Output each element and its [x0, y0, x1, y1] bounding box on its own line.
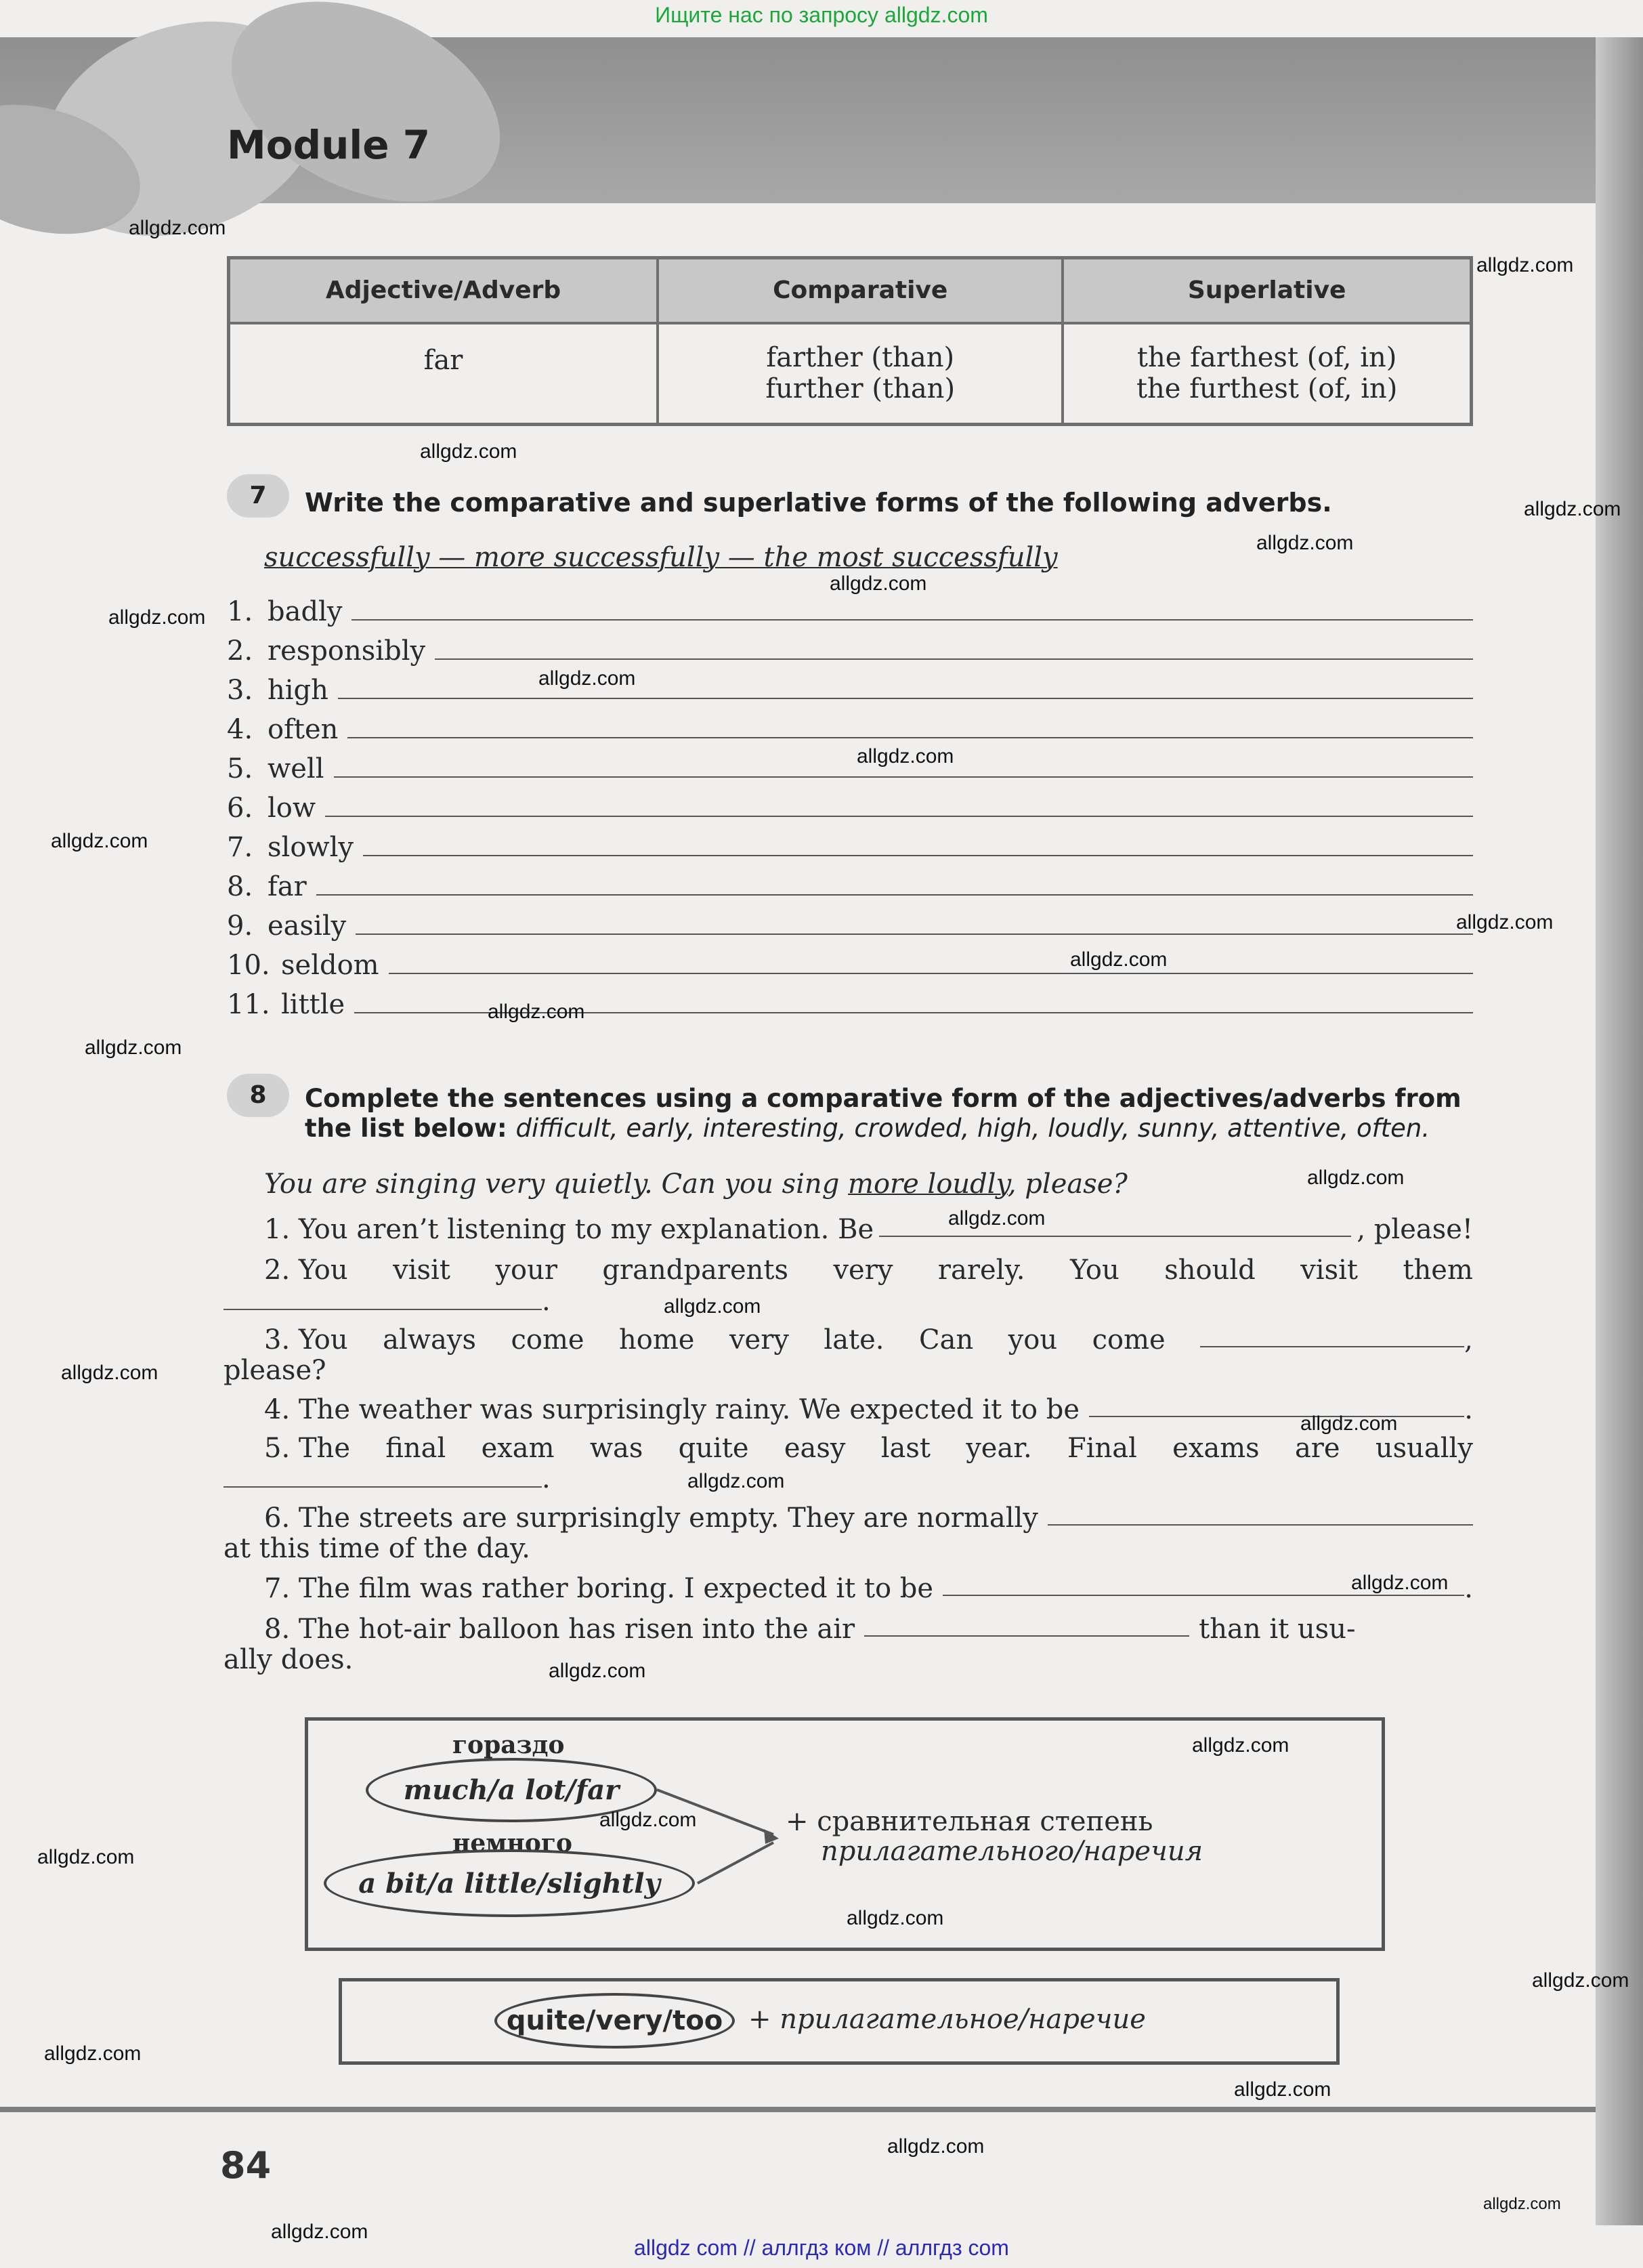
sentence-text: , please!	[1357, 1214, 1473, 1245]
table-cell-superlative	[1063, 323, 1471, 425]
sentence-end: .	[1464, 1573, 1473, 1604]
superlative-form: the farthest (of, in)	[1136, 342, 1397, 374]
word: 5. The	[264, 1433, 350, 1464]
item-word: easily	[268, 910, 347, 942]
superlative-form: the furthest (of, in)	[1136, 373, 1398, 405]
example-text-end: , please?	[1007, 1169, 1128, 1200]
word: rarely.	[937, 1255, 1025, 1286]
word: was	[589, 1433, 643, 1464]
sentence-7	[264, 1573, 1473, 1604]
exercise-instruction: Write the comparative and superlative forms of the following adverbs.	[305, 488, 1332, 518]
item-number: 9.	[227, 910, 253, 942]
answer-line-item[interactable]	[227, 707, 1473, 745]
watermark: allgdz.com	[37, 1846, 135, 1868]
word: them	[1403, 1255, 1473, 1286]
word: easy	[784, 1433, 846, 1464]
word: come	[1092, 1324, 1166, 1356]
arrows-graphic	[650, 1775, 786, 1910]
page-number: 84	[220, 2144, 272, 2187]
word: visit	[393, 1255, 450, 1286]
watermark: allgdz.com	[108, 606, 206, 629]
item-word: high	[268, 675, 328, 706]
base-form: far	[423, 344, 463, 376]
answer-line-item[interactable]	[227, 904, 1473, 942]
sentence-text: 7. The film was rather boring. I expected it to be	[264, 1573, 934, 1604]
answer-line-item[interactable]	[227, 864, 1473, 902]
answer-line-item[interactable]	[227, 629, 1473, 667]
watermark-top: Ищите нас по запросу allgdz.com	[655, 3, 988, 27]
watermark: allgdz.com	[271, 2221, 368, 2243]
grammar-result-line2: прилагательного/наречия	[821, 1836, 1203, 1867]
word: your	[495, 1255, 557, 1286]
word: visit	[1300, 1255, 1358, 1286]
word: 2. You	[264, 1255, 348, 1286]
item-number: 4.	[227, 714, 253, 745]
word: quite	[678, 1433, 749, 1464]
answer-line-item[interactable]	[227, 982, 1473, 1020]
word: usually	[1375, 1433, 1473, 1464]
sentence-6	[264, 1503, 1473, 1534]
answer-line[interactable]	[351, 619, 1473, 621]
sentence-3-cont: please?	[223, 1355, 326, 1386]
answer-line-item[interactable]	[227, 668, 1473, 706]
item-number: 10.	[227, 950, 270, 981]
watermark: allgdz.com	[599, 1809, 697, 1831]
sentence-2	[264, 1255, 1473, 1286]
word: grandparents	[602, 1255, 788, 1286]
page-spine-shadow	[1596, 37, 1643, 2225]
intensifier-rule: + прилагательное/наречие	[748, 2004, 1146, 2035]
word: are	[1294, 1433, 1340, 1464]
intensifier-oval: quite/very/too	[494, 1993, 735, 2049]
watermark: allgdz.com	[51, 830, 148, 852]
watermark: allgdz.com	[1483, 2195, 1561, 2213]
sentence-1	[264, 1214, 1473, 1245]
table-header-cell: Superlative	[1063, 258, 1471, 323]
item-number: 3.	[227, 675, 253, 706]
modifier-oval-much: much/a lot/far	[366, 1758, 657, 1822]
answer-line[interactable]	[334, 776, 1474, 778]
item-word: low	[268, 793, 316, 824]
sentence-3	[264, 1324, 1473, 1356]
item-number: 2.	[227, 635, 253, 667]
watermark: allgdz.com	[1070, 948, 1168, 971]
comparative-form: further (than)	[765, 373, 956, 405]
word-list: difficult, early, interesting, crowded, high, loudly, sunny, attentive, often.	[515, 1114, 1430, 1143]
sentence-end: .	[542, 1463, 551, 1494]
sentence-5	[264, 1433, 1473, 1464]
answer-blank[interactable]	[223, 1287, 542, 1310]
word: year.	[966, 1433, 1032, 1464]
item-number: 8.	[227, 871, 253, 902]
modifier-oval-bit: a bit/a little/slightly	[324, 1849, 695, 1917]
word: Final	[1067, 1433, 1137, 1464]
answer-line[interactable]	[316, 894, 1473, 896]
answer-line[interactable]	[347, 737, 1473, 738]
word: come	[511, 1324, 584, 1356]
item-word: slowly	[268, 832, 354, 863]
word: exam	[481, 1433, 555, 1464]
instruction-text: Complete the sentences using a comparative form of the adjectives/adverbs from the list below:	[305, 1084, 1461, 1143]
watermark: allgdz.com	[488, 1001, 585, 1023]
watermark: allgdz.com	[44, 2042, 142, 2065]
sentence-end: .	[1464, 1394, 1473, 1425]
sentence-6-cont: at this time of the day.	[223, 1533, 530, 1564]
word: home	[619, 1324, 695, 1356]
exercise-example: successfully — more successfully — the most successfully	[264, 542, 1058, 573]
watermark: allgdz.com	[1256, 532, 1354, 554]
word: you	[1008, 1324, 1058, 1356]
sentence-2-cont	[223, 1286, 551, 1317]
watermark: allgdz.com	[830, 572, 927, 595]
answer-line[interactable]	[435, 658, 1473, 660]
item-word: well	[268, 753, 324, 784]
watermark: allgdz.com	[887, 2135, 985, 2158]
word: last	[880, 1433, 931, 1464]
watermark: allgdz.com	[1456, 911, 1554, 933]
word: exams	[1172, 1433, 1260, 1464]
sentence-text: 8. The hot-air balloon has risen into the air	[264, 1614, 855, 1645]
watermark: allgdz.com	[549, 1660, 646, 1682]
answer-blank[interactable]	[1200, 1324, 1464, 1347]
item-number: 11.	[227, 989, 270, 1020]
watermark: allgdz.com	[847, 1907, 944, 1929]
sentence-8-cont: ally does.	[223, 1644, 354, 1675]
watermark: allgdz.com	[420, 440, 517, 463]
table-header-cell: Comparative	[658, 258, 1063, 323]
item-word: little	[281, 989, 345, 1020]
item-number: 5.	[227, 753, 253, 784]
answer-line-item[interactable]	[227, 747, 1473, 784]
watermark: allgdz.com	[538, 667, 636, 690]
watermark: allgdz.com	[687, 1470, 785, 1492]
answer-line[interactable]	[389, 973, 1473, 974]
exercise-number-badge: 8	[227, 1074, 289, 1117]
word: You	[1069, 1255, 1119, 1286]
sentence-text: 6. The streets are surprisingly empty. They are normally	[264, 1503, 1038, 1534]
answer-blank[interactable]	[223, 1465, 542, 1488]
table-header-row	[229, 258, 1472, 323]
sentence-text: 1. You aren’t listening to my explanation. Be	[264, 1214, 874, 1245]
watermark: allgdz.com	[1300, 1412, 1398, 1435]
item-number: 6.	[227, 793, 253, 824]
table-row	[229, 323, 1472, 425]
table-header-cell: Adjective/Adverb	[229, 258, 658, 323]
watermark: allgdz.com	[1524, 498, 1621, 520]
watermark: allgdz.com	[948, 1207, 1046, 1230]
word: Can	[918, 1324, 974, 1356]
watermark-bottom: allgdz com // аллгдз ком // аллгдз com	[634, 2235, 1009, 2260]
sentence-text: 4. The weather was surprisingly rainy. We expected it to be	[264, 1394, 1080, 1425]
item-word: often	[268, 714, 339, 745]
exercise-number-badge: 7	[227, 474, 289, 518]
table-cell-base	[229, 323, 658, 425]
answer-line-item[interactable]	[227, 825, 1473, 863]
example-text: You are singing very quietly. Can you sing	[264, 1169, 840, 1200]
answer-blank[interactable]	[864, 1614, 1189, 1637]
answer-line[interactable]	[356, 933, 1473, 935]
sentence-end: ,	[1464, 1324, 1473, 1356]
sentence-text: than it usu-	[1199, 1614, 1356, 1645]
watermark: allgdz.com	[61, 1362, 158, 1384]
sentence-5-cont	[223, 1463, 551, 1494]
word: should	[1164, 1255, 1256, 1286]
watermark: allgdz.com	[1307, 1167, 1405, 1189]
word: 3. You	[264, 1324, 348, 1356]
word: always	[383, 1324, 476, 1356]
watermark: allgdz.com	[857, 745, 954, 768]
answer-line-item[interactable]	[227, 786, 1473, 824]
watermark: allgdz.com	[85, 1036, 182, 1059]
translation-label: гораздо	[452, 1731, 565, 1759]
answer-blank[interactable]	[1048, 1503, 1473, 1526]
answer-blank[interactable]	[1089, 1394, 1464, 1417]
module-title: Module 7	[227, 122, 431, 168]
item-word: responsibly	[268, 635, 426, 667]
word: final	[385, 1433, 446, 1464]
item-word: badly	[268, 596, 343, 627]
watermark: allgdz.com	[129, 217, 226, 239]
adjective-table	[227, 256, 1473, 426]
word: very	[833, 1255, 893, 1286]
item-word: far	[268, 871, 307, 902]
table-cell-comparative	[658, 323, 1063, 425]
grammar-result-line1: + сравнительная степень	[786, 1806, 1153, 1837]
footer-rule	[0, 2107, 1596, 2112]
word: late.	[824, 1324, 884, 1356]
word: very	[729, 1324, 789, 1356]
answer-line[interactable]	[325, 816, 1473, 817]
watermark: allgdz.com	[1476, 254, 1574, 276]
watermark: allgdz.com	[1192, 1734, 1289, 1757]
exercise-example	[264, 1169, 1128, 1200]
sentence-end: .	[542, 1286, 551, 1317]
comparative-form: farther (than)	[766, 342, 955, 374]
exercise-instruction	[305, 1084, 1473, 1143]
example-answer: more loudly	[848, 1169, 1008, 1200]
watermark: allgdz.com	[1234, 2078, 1331, 2101]
translation-label: немного	[452, 1829, 572, 1857]
sentence-8	[264, 1614, 1473, 1645]
item-number: 1.	[227, 596, 253, 627]
answer-line[interactable]	[338, 698, 1473, 699]
answer-line[interactable]	[363, 855, 1473, 856]
watermark: allgdz.com	[1351, 1572, 1449, 1594]
item-number: 7.	[227, 832, 253, 863]
answer-line-item[interactable]	[227, 943, 1473, 981]
sentence-4	[264, 1394, 1473, 1425]
watermark: allgdz.com	[664, 1295, 761, 1318]
item-word: seldom	[281, 950, 379, 981]
watermark: allgdz.com	[1532, 1969, 1629, 1992]
